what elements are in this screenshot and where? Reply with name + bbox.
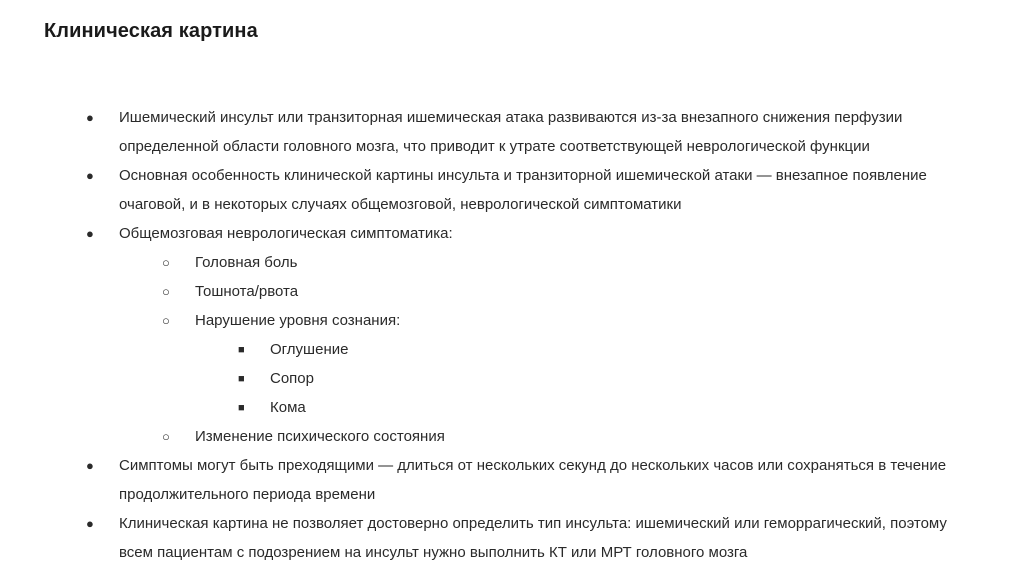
bullet-text: всем пациентам с подозрением на инсульт нужно выполнить КТ или МРТ головного мозга: [119, 544, 748, 561]
bullet-text: очаговой, и в некоторых случаях общемозговой, неврологической симптоматики: [119, 196, 682, 213]
bullet-marker: ●: [86, 516, 94, 531]
bullet-marker: ●: [86, 226, 94, 241]
sub-sub-bullet-text: Сопор: [270, 370, 314, 387]
sub-bullet-text: Головная боль: [195, 254, 298, 271]
sub-sub-bullet-text: Оглушение: [270, 341, 349, 358]
slide-title: Клиническая картина: [44, 20, 258, 42]
bullet-text: Основная особенность клинической картины инсульта и транзиторной ишемической атаки — внезапное появление: [119, 167, 927, 184]
sub-bullet-marker: ○: [162, 255, 170, 270]
sub-bullet-text: Изменение психического состояния: [195, 428, 445, 445]
bullet-text: определенной области головного мозга, что приводит к утрате соответствующей неврологической функции: [119, 138, 870, 155]
bullet-marker: ●: [86, 458, 94, 473]
sub-sub-bullet-marker: ■: [238, 402, 245, 414]
sub-bullet-text: Тошнота/рвота: [195, 283, 299, 300]
sub-sub-bullet-marker: ■: [238, 373, 245, 385]
bullet-text: продолжительного периода времени: [119, 486, 376, 503]
bullet-text: Симптомы могут быть преходящими — длиться от нескольких секунд до нескольких часов или сохраняться в течение: [119, 457, 947, 474]
bullet-text: Ишемический инсульт или транзиторная ишемическая атака развиваются из-за внезапного снижения перфузии: [119, 109, 903, 126]
sub-bullet-text: Нарушение уровня сознания:: [195, 312, 401, 329]
bullet-text: Общемозговая неврологическая симптоматика:: [119, 225, 453, 242]
sub-bullet-marker: ○: [162, 313, 170, 328]
sub-sub-bullet-text: Кома: [270, 399, 306, 416]
sub-bullet-marker: ○: [162, 429, 170, 444]
sub-bullet-marker: ○: [162, 284, 170, 299]
sub-sub-bullet-marker: ■: [238, 344, 245, 356]
bullet-marker: ●: [86, 168, 94, 183]
bullet-marker: ●: [86, 110, 94, 125]
bullet-text: Клиническая картина не позволяет достоверно определить тип инсульта: ишемический или геморрагический, поэтому: [119, 515, 947, 532]
